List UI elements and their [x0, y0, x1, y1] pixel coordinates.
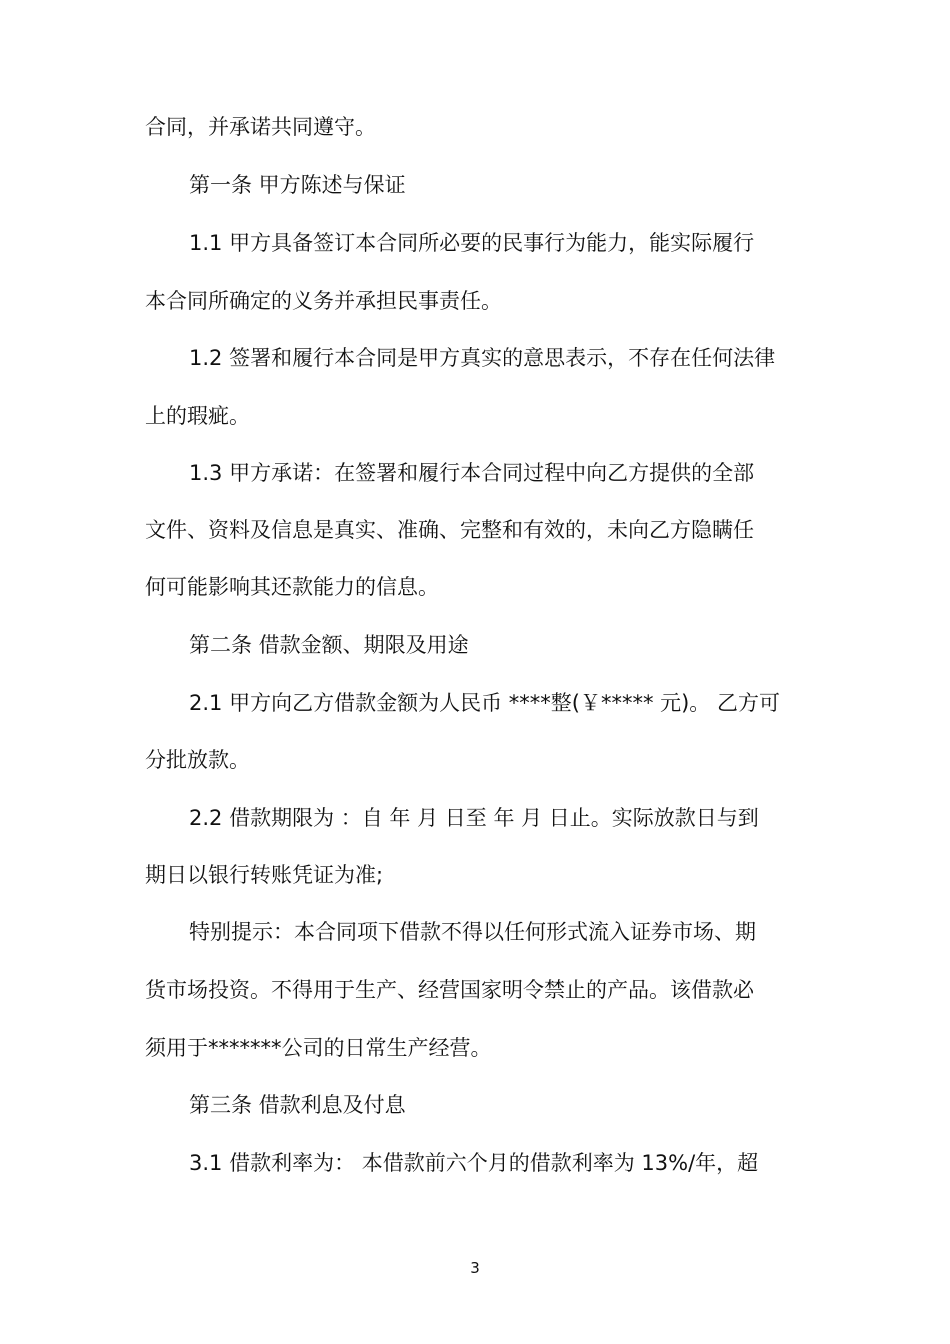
text-line: 特别提示：本合同项下借款不得以任何形式流入证券市场、期: [189, 920, 756, 944]
text-line: 1.2 签署和履行本合同是甲方真实的意思表示，不存在任何法律: [189, 346, 776, 370]
text-line: 2.2 借款期限为 ：自 年 月 日至 年 月 日止。实际放款日与到: [189, 806, 759, 830]
text-line: 合同，并承诺共同遵守。: [145, 115, 376, 139]
section-heading: 第二条 借款金额、期限及用途: [189, 633, 469, 657]
text-line: 货市场投资。不得用于生产、经营国家明令禁止的产品。该借款必: [145, 978, 754, 1002]
text-line: 须用于*******公司的日常生产经营。: [145, 1036, 492, 1060]
page-number: 3: [470, 1259, 480, 1277]
text-line: 何可能影响其还款能力的信息。: [145, 575, 439, 599]
text-line: 3.1 借款利率为： 本借款前六个月的借款利率为 13%/年，超: [189, 1151, 759, 1175]
section-heading: 第三条 借款利息及付息: [189, 1093, 406, 1117]
text-line: 期日以银行转账凭证为准;: [145, 863, 384, 887]
section-heading: 第一条 甲方陈述与保证: [189, 173, 406, 197]
text-line: 2.1 甲方向乙方借款金额为人民币 ****整(￥***** 元)。 乙方可: [189, 691, 780, 715]
text-line: 文件、资料及信息是真实、准确、完整和有效的，未向乙方隐瞒任: [145, 518, 754, 542]
text-line: 分批放款。: [145, 748, 250, 772]
text-line: 上的瑕疵。: [145, 404, 250, 428]
text-line: 本合同所确定的义务并承担民事责任。: [145, 289, 502, 313]
text-line: 1.1 甲方具备签订本合同所必要的民事行为能力，能实际履行: [189, 231, 755, 255]
text-line: 1.3 甲方承诺：在签署和履行本合同过程中向乙方提供的全部: [189, 461, 755, 485]
